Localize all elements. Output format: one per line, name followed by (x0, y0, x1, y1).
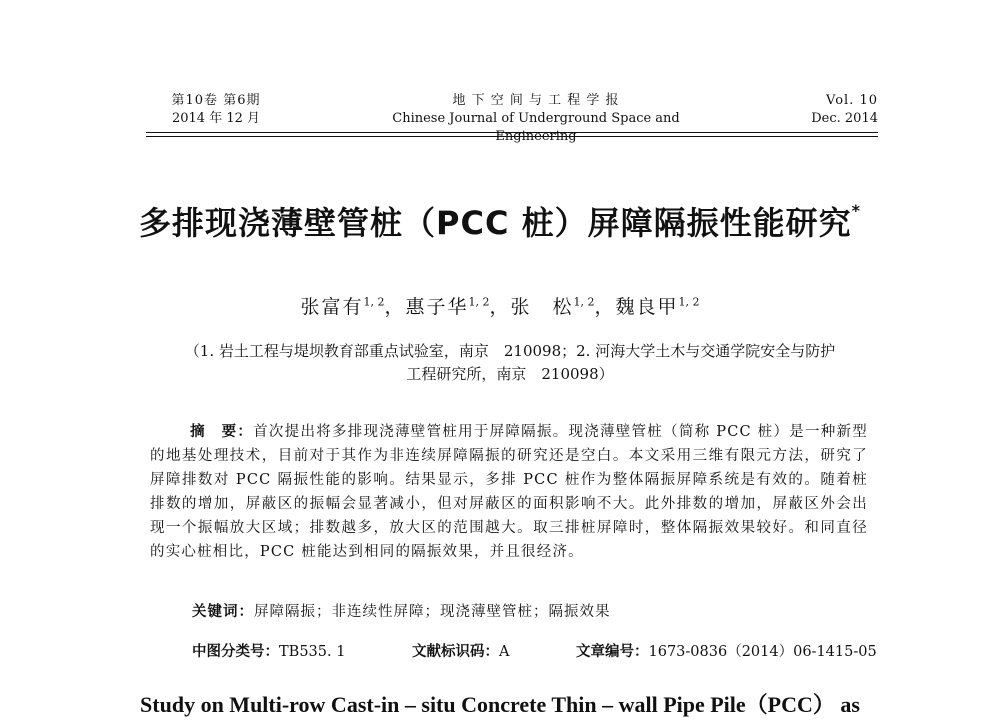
doc-code-label: 文献标识码： (412, 644, 499, 660)
date-cn: 2014 年 12 月 (171, 111, 261, 126)
issue-info (146, 92, 286, 128)
journal-name-en: Chinese Journal of Underground Space and Engineering (392, 111, 680, 144)
article-number-value: 1673-0836（2014）06-1415-05 (648, 644, 877, 660)
journal-name-cn: 地 下 空 间 与 工 程 学 报 (452, 93, 620, 108)
affiliation-line: 工程研究所，南京 210098） (406, 365, 614, 383)
issue-info-en (758, 92, 878, 128)
volume-issue-cn: 第10卷 第6期 (171, 93, 261, 108)
paper-title (0, 198, 1000, 244)
abstract (150, 420, 868, 564)
affiliations (140, 340, 880, 386)
abstract-text: 首次提出将多排现浇薄壁管桩用于屏障隔振。现浇薄壁管桩（简称 PCC 桩）是一种新型的地基处理技术，目前对于其作为非连续屏障隔振的研究还是空白。本文采用三维有限元方法，研究了屏障排数对 PCC 隔振性能的影响。结果显示，多排 PCC 桩作为整体隔振屏障系统是有效的。随着桩排数的增加，屏蔽区的振幅会显著减小，但对屏蔽区的面积影响不大。此外排数的增加，屏蔽区外会出现一个振幅放大区域；排数越多，放大区的范围越大。取三排桩屏障时，整体隔振效果较好。和同直径的实心桩相比，PCC 桩能达到相同的隔振效果，并且很经济。 (150, 424, 868, 560)
volume-en: Vol. 10 (826, 93, 878, 108)
clc-number (192, 640, 345, 661)
author-affil-sup: 1, 2 (468, 295, 490, 309)
english-title: Study on Multi-row Cast-in – situ Concrete Thin – wall Pipe Pile（PCC） as (140, 692, 860, 717)
author-separator: ， (594, 296, 616, 318)
article-number (576, 640, 877, 661)
author-name: 张富有 (300, 296, 364, 318)
author-name: 魏良甲 (615, 296, 679, 318)
author-affil-sup: 1, 2 (363, 295, 385, 309)
author-affil-sup: 1, 2 (678, 295, 700, 309)
title-footnote-mark: * (851, 201, 861, 221)
author-affil-sup: 1, 2 (573, 295, 595, 309)
author-name: 惠子华 (405, 296, 469, 318)
affiliation-line: （1. 岩土工程与堤坝教育部重点试验室，南京 210098；2. 河海大学土木与交通学院安全与防护 (184, 342, 836, 360)
author-list (0, 292, 1000, 319)
author-separator: ， (384, 296, 406, 318)
keywords-label: 关键词： (192, 604, 254, 620)
date-en: Dec. 2014 (811, 111, 878, 126)
keywords-text: 屏障隔振；非连续性屏障；现浇薄壁管桩；隔振效果 (254, 604, 611, 620)
clc-label: 中图分类号： (192, 644, 279, 660)
journal-header (146, 92, 878, 144)
doc-code-value: A (499, 644, 510, 660)
journal-name (356, 92, 716, 146)
clc-value: TB535. 1 (279, 644, 346, 660)
header-rule-bottom (146, 136, 878, 137)
abstract-label: 摘 要： (190, 424, 254, 440)
header-rule-top (146, 132, 878, 133)
paper-title-text: 多排现浇薄壁管桩（PCC 桩）屏障隔振性能研究 (139, 204, 852, 242)
article-number-label: 文章编号： (576, 644, 649, 660)
keywords (192, 600, 611, 621)
document-code (412, 640, 509, 661)
author-separator: ， (489, 296, 511, 318)
author-name: 张 松 (510, 296, 574, 318)
